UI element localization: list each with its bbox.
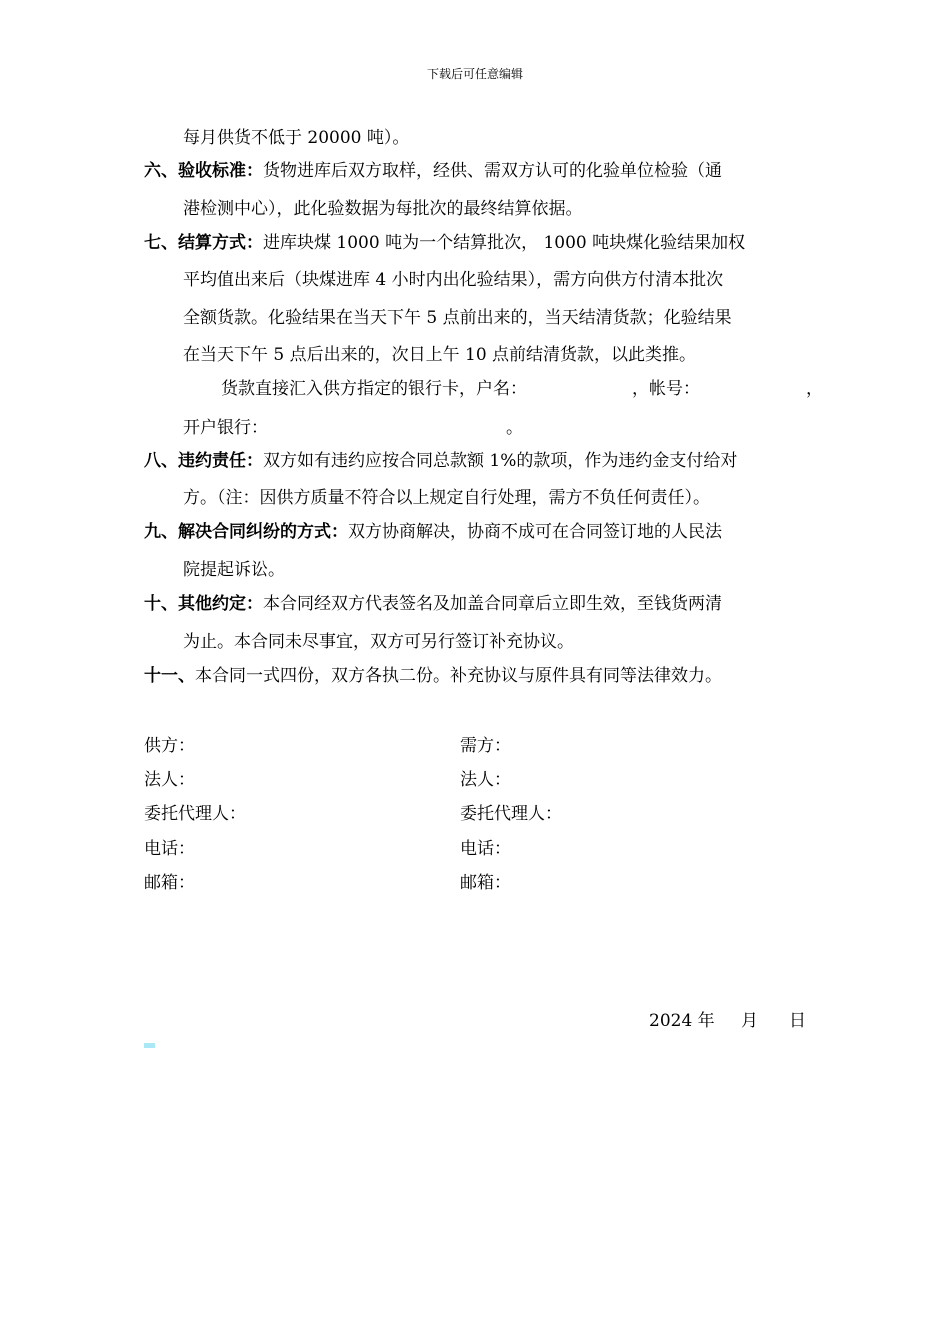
clause-title: 违约责任： xyxy=(178,451,263,471)
page-header-note: 下载后可任意编辑 xyxy=(426,67,523,81)
clause-text: 进库块煤 1000 吨为一个结算批次， 1000 吨块煤化验结果加权 xyxy=(263,233,746,253)
clause-9-line-2: 院提起诉讼。 xyxy=(183,560,285,580)
date-month: 月 xyxy=(741,1011,758,1031)
clause-text: 双方协商解决，协商不成可在合同签订地的人民法 xyxy=(348,522,722,542)
clause-number: 九、 xyxy=(144,522,178,542)
clause-text: 本合同经双方代表签名及加盖合同章后立即生效，至钱货两清 xyxy=(263,594,722,614)
clause-8-line-2: 方。（注：因供方质量不符合以上规定自行处理，需方不负任何责任）。 xyxy=(183,488,710,508)
supplier-agent-label: 委托代理人： xyxy=(144,804,246,824)
clause-number: 七、 xyxy=(144,233,178,253)
clause-5-tail: 每月供货不低于 20000 吨）。 xyxy=(183,128,410,148)
supplier-phone-label: 电话： xyxy=(144,839,195,859)
bank-account-line xyxy=(221,378,527,400)
highlight-marker xyxy=(144,1043,155,1048)
clause-title: 结算方式： xyxy=(178,233,263,253)
clause-6-line-1 xyxy=(144,160,722,182)
clause-text: 本合同一式四份，双方各执二份。补充协议与原件具有同等法律效力。 xyxy=(195,666,722,686)
clause-8-line-1 xyxy=(144,450,737,472)
supplier-legal-person-label: 法人： xyxy=(144,770,195,790)
buyer-agent-label: 委托代理人： xyxy=(460,804,562,824)
opening-bank-label: 开户银行： xyxy=(183,418,268,438)
clause-number: 十、 xyxy=(144,594,178,614)
date-day: 日 xyxy=(789,1011,806,1031)
clause-9-line-1 xyxy=(144,521,722,543)
bank-account-prefix: 货款直接汇入供方指定的银行卡，户名： xyxy=(221,379,527,399)
supplier-name-label: 供方： xyxy=(144,736,195,756)
clause-title: 其他约定： xyxy=(178,594,263,614)
date-year: 2024 年 xyxy=(649,1011,715,1031)
clause-number: 八、 xyxy=(144,451,178,471)
account-number-label: ，帐号： xyxy=(632,379,700,399)
account-number-comma: ， xyxy=(806,379,823,399)
clause-6-line-2: 港检测中心），此化验数据为每批次的最终结算依据。 xyxy=(183,199,583,219)
clause-10-line-2: 为止。本合同未尽事宜，双方可另行签订补充协议。 xyxy=(183,632,574,652)
clause-text: 货物进库后双方取样，经供、需双方认可的化验单位检验（通 xyxy=(263,161,722,181)
supplier-email-label: 邮箱： xyxy=(144,873,195,893)
clause-number: 六、 xyxy=(144,161,178,181)
clause-7-line-1 xyxy=(144,232,745,254)
clause-7-line-2: 平均值出来后（块煤进库 4 小时内出化验结果），需方向供方付清本批次 xyxy=(183,270,724,290)
clause-7-line-3: 全额货款。化验结果在当天下午 5 点前出来的，当天结清货款；化验结果 xyxy=(183,308,732,328)
buyer-name-label: 需方： xyxy=(460,736,511,756)
clause-title: 解决合同纠纷的方式： xyxy=(178,522,348,542)
clause-7-line-4: 在当天下午 5 点后出来的，次日上午 10 点前结清货款，以此类推。 xyxy=(183,345,697,365)
buyer-email-label: 邮箱： xyxy=(460,873,511,893)
buyer-legal-person-label: 法人： xyxy=(460,770,511,790)
opening-bank-period: 。 xyxy=(506,418,523,438)
clause-10-line-1 xyxy=(144,593,722,615)
clause-number: 十一、 xyxy=(144,666,195,686)
buyer-phone-label: 电话： xyxy=(460,839,511,859)
clause-title: 验收标准： xyxy=(178,161,263,181)
clause-text: 双方如有违约应按合同总款额 1%的款项，作为违约金支付给对 xyxy=(263,451,738,471)
clause-11-line xyxy=(144,665,722,687)
